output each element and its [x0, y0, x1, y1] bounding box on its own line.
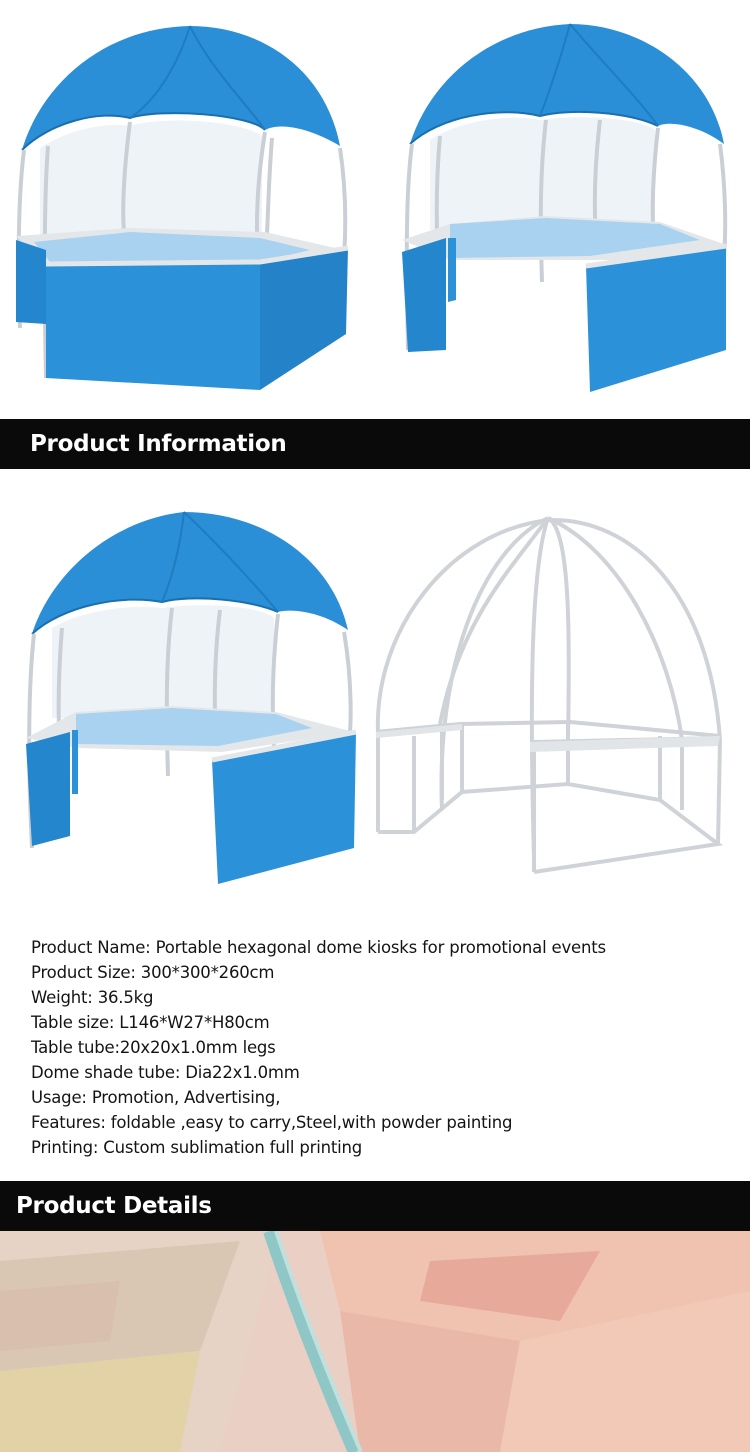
spec-printing: Printing: Custom sublimation full printing [31, 1138, 363, 1157]
product-details-banner [0, 1181, 750, 1231]
fabric-detail-photo [0, 1231, 750, 1452]
kiosk-open-photo [400, 20, 740, 392]
product-specs [31, 935, 731, 1160]
spec-table-tube: Table tube:20x20x1.0mm legs [31, 1038, 276, 1057]
spec-product-name: Product Name: Portable hexagonal dome kiosks for promotional events [31, 938, 606, 957]
spec-usage: Usage: Promotion, Advertising, [31, 1088, 281, 1107]
section-title: Product Details [16, 1193, 212, 1219]
kiosk-frame-photo [370, 510, 726, 880]
section-title: Product Information [30, 431, 287, 457]
spec-weight: Weight: 36.5kg [31, 988, 154, 1007]
kiosk-closed-photo [10, 18, 360, 390]
spec-dome-shade-tube: Dome shade tube: Dia22x1.0mm [31, 1063, 300, 1082]
spec-product-size: Product Size: 300*300*260cm [31, 963, 275, 982]
product-information-banner [0, 419, 750, 469]
spec-features: Features: foldable ,easy to carry,Steel,with powder painting [31, 1113, 513, 1132]
kiosk-open-angle-photo [22, 508, 360, 888]
spec-table-size: Table size: L146*W27*H80cm [31, 1013, 270, 1032]
